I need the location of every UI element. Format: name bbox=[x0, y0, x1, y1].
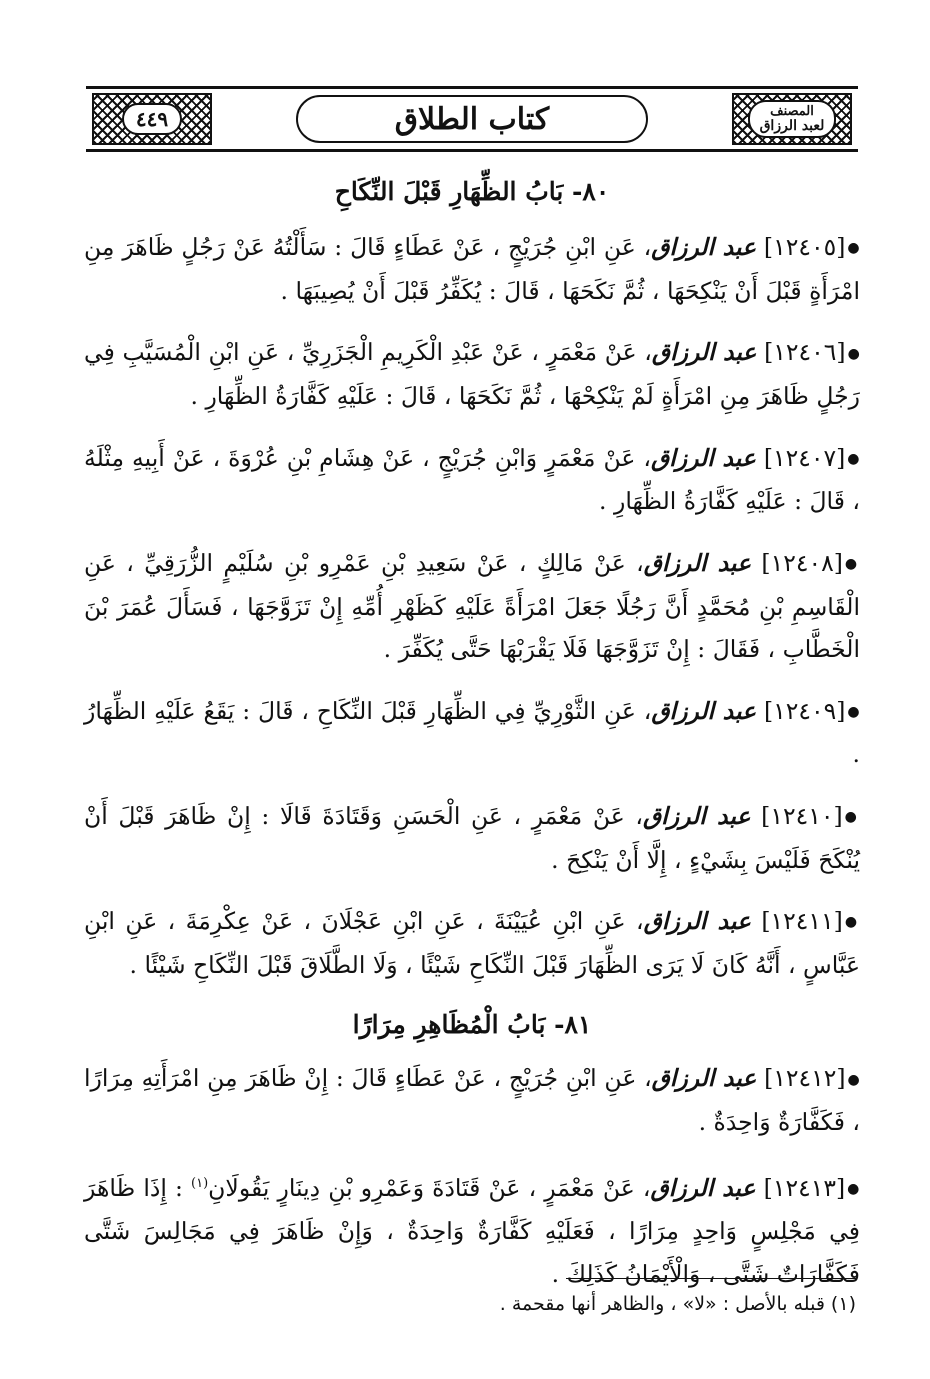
bullet-icon: ● bbox=[844, 556, 860, 572]
author-name: عبد الرزاق bbox=[651, 338, 757, 367]
hadith-entry bbox=[84, 226, 860, 312]
book-title: كتاب الطلاق bbox=[394, 101, 550, 137]
hadith-number: [١٢٤٠٨] bbox=[761, 548, 843, 577]
bullet-icon: ● bbox=[847, 345, 860, 362]
author-name: عبد الرزاق bbox=[651, 233, 757, 261]
chapter-heading: ٨٠- بَابُ الظِّهَارِ قَبْلَ النِّكَاحِ bbox=[334, 177, 610, 206]
hadith-text-continued: : إِذَا ظَاهَرَ فِي مَجْلِسٍ وَاحِدٍ مِرَارًا ، فَعَلَيْهِ كَفَّارَةٌ وَاحِدَةٌ ، وَإِنْ ظَاهَرَ فِي مَجَالِسَ شَتَّى فَكَفَّارَاتٌ شَتَّى ، وَالْأَيْمَانُ كَذَلِكَ . bbox=[84, 1173, 860, 1288]
title-cartouche bbox=[296, 95, 648, 143]
hadith-entry bbox=[84, 795, 860, 881]
bullet-icon: ● bbox=[847, 703, 860, 720]
author-name: عبد الرزاق bbox=[642, 801, 751, 830]
hadith-number: [١٢٤٠٩] bbox=[763, 696, 846, 725]
hadith-text: ، عَنِ ابْنِ جُرَيْجٍ ، عَنْ عَطَاءٍ قَالَ : إِنْ ظَاهَرَ مِنِ امْرَأَتِهِ مِرَارًا ، فَكَفَّارَةٌ وَاحِدَةٌ . bbox=[84, 1064, 860, 1136]
author-name: عبد الرزاق bbox=[651, 1064, 757, 1093]
hadith-text: ، عَنْ مَعْمَرٍ وَابْنِ جُرَيْجٍ ، عَنْ هِشَامِ بْنِ عُرْوَةَ ، عَنْ أَبِيهِ مِثْلَهُ ، قَالَ : عَلَيْهِ كَفَّارَةُ الظِّهَارِ . bbox=[84, 443, 860, 516]
hadith-text: ، عَنْ مَعْمَرٍ ، عَنْ عَبْدِ الْكَرِيمِ الْجَزَرِيِّ ، عَنِ ابْنِ الْمُسَيَّبِ فِي رَجُلٍ ظَاهَرَ مِنِ امْرَأَةٍ لَمْ يَنْكِحْهَا ، ثُمَّ نَكَحَهَا ، قَالَ : عَلَيْهِ كَفَّارَةُ الظِّهَارِ . bbox=[84, 338, 860, 410]
author-name: عبد الرزاق bbox=[650, 1173, 756, 1202]
hadith-number: [١٢٤١١] bbox=[761, 907, 843, 935]
hadith-text: ، عَنِ ابْنِ عُيَيْنَةَ ، عَنِ ابْنِ عَجْلَانَ ، عَنْ عِكْرِمَةَ ، عَنِ ابْنِ عَبَّاسٍ ، أَنَّهُ كَانَ لَا يَرَى الظِّهَارَ قَبْلَ النِّكَاحِ شَيْئًا ، وَلَا الطَّلَاقَ قَبْلَ النِّكَاحِ شَيْئًا . bbox=[84, 907, 860, 979]
hadith-text: ، عَنْ مَعْمَرٍ ، عَنْ قَتَادَةَ وَعَمْرِو بْنِ دِينَارٍ يَقُولَانِ bbox=[208, 1173, 651, 1202]
author-name: عبد الرزاق bbox=[643, 907, 751, 935]
hadith-entry bbox=[84, 437, 860, 523]
bullet-icon: ● bbox=[847, 1071, 861, 1088]
hadith-number: [١٢٤١٣] bbox=[763, 1173, 846, 1202]
hadith-number: [١٢٤١٠] bbox=[761, 801, 843, 830]
hadith-entry bbox=[84, 690, 860, 776]
hadith-entry bbox=[84, 1057, 860, 1143]
bullet-icon: ● bbox=[847, 240, 860, 257]
hadith-text: ، عَنْ مَعْمَرٍ ، عَنِ الْحَسَنِ وَقَتَادَةَ قَالَا : إِنْ ظَاهَرَ قَبْلَ أَنْ يُنْكَحَ فَلَيْسَ بِشَيْءٍ ، إِلَّا أَنْ يَنْكِحَ . bbox=[84, 801, 860, 874]
series-ornament bbox=[732, 93, 852, 145]
hadith-number: [١٢٤١٢] bbox=[764, 1064, 846, 1093]
footnote-reference[interactable]: (١) bbox=[191, 1175, 209, 1191]
footnote-divider bbox=[566, 1278, 856, 1279]
series-line-2: لعبد الرزاق bbox=[759, 118, 825, 134]
hadith-number: [١٢٤٠٧] bbox=[763, 443, 846, 472]
hadith-entry bbox=[84, 331, 860, 417]
footnote: (١) قبله بالأصل : «لا» ، والظاهر أنها مقحمة . bbox=[499, 1293, 856, 1315]
bullet-icon: ● bbox=[844, 809, 860, 825]
series-logo bbox=[748, 100, 837, 138]
hadith-number: [١٢٤٠٥] bbox=[763, 233, 846, 261]
page-number-ornament bbox=[92, 93, 212, 145]
page-body bbox=[84, 172, 860, 1314]
hadith-number: [١٢٤٠٦] bbox=[764, 338, 846, 367]
bullet-icon: ● bbox=[847, 450, 860, 467]
bullet-icon: ● bbox=[844, 914, 860, 931]
page-number: ٤٤٩ bbox=[122, 103, 182, 135]
hadith-entry bbox=[84, 542, 860, 671]
hadith-entry bbox=[84, 1163, 860, 1296]
chapter-heading: ٨١- بَابُ الْمُظَاهِرِ مِرَارًا bbox=[352, 1010, 592, 1040]
author-name: عبد الرزاق bbox=[643, 548, 752, 577]
hadith-text: ، عَنِ ابْنِ جُرَيْجٍ ، عَنْ عَطَاءٍ قَالَ : سَأَلْتُهُ عَنْ رَجُلٍ ظَاهَرَ مِنِ امْرَأَةٍ قَبْلَ أَنْ يَنْكِحَهَا ، ثُمَّ نَكَحَهَا ، قَالَ : يُكَفِّرُ قَبْلَ أَنْ يُصِيبَهَا . bbox=[84, 233, 860, 305]
hadith-text: ، عَنْ مَالِكٍ ، عَنْ سَعِيدِ بْنِ عَمْرِو بْنِ سُلَيْمٍ الزُّرَقِيِّ ، عَنِ الْقَاسِمِ بْنِ مُحَمَّدٍ أَنَّ رَجُلًا جَعَلَ امْرَأَةً عَلَيْهِ كَظَهْرِ أُمِّهِ إِنْ تَزَوَّجَهَا ، فَسَأَلَ عُمَرَ بْنَ الْخَطَّابِ ، فَقَالَ : إِنْ تَزَوَّجَهَا فَلَا يَقْرَبْهَا حَتَّى يُكَفِّرَ . bbox=[84, 548, 860, 663]
hadith-entry bbox=[84, 900, 860, 986]
page-header bbox=[86, 86, 858, 152]
bullet-icon: ● bbox=[847, 1180, 860, 1197]
author-name: عبد الرزاق bbox=[651, 696, 757, 725]
hadith-text: ، عَنِ الثَّوْرِيِّ فِي الظِّهَارِ قَبْلَ النِّكَاحِ ، قَالَ : يَقَعُ عَلَيْهِ الظِّهَارُ . bbox=[84, 696, 860, 769]
series-line-1: المصنف bbox=[770, 104, 814, 119]
author-name: عبد الرزاق bbox=[650, 443, 756, 472]
